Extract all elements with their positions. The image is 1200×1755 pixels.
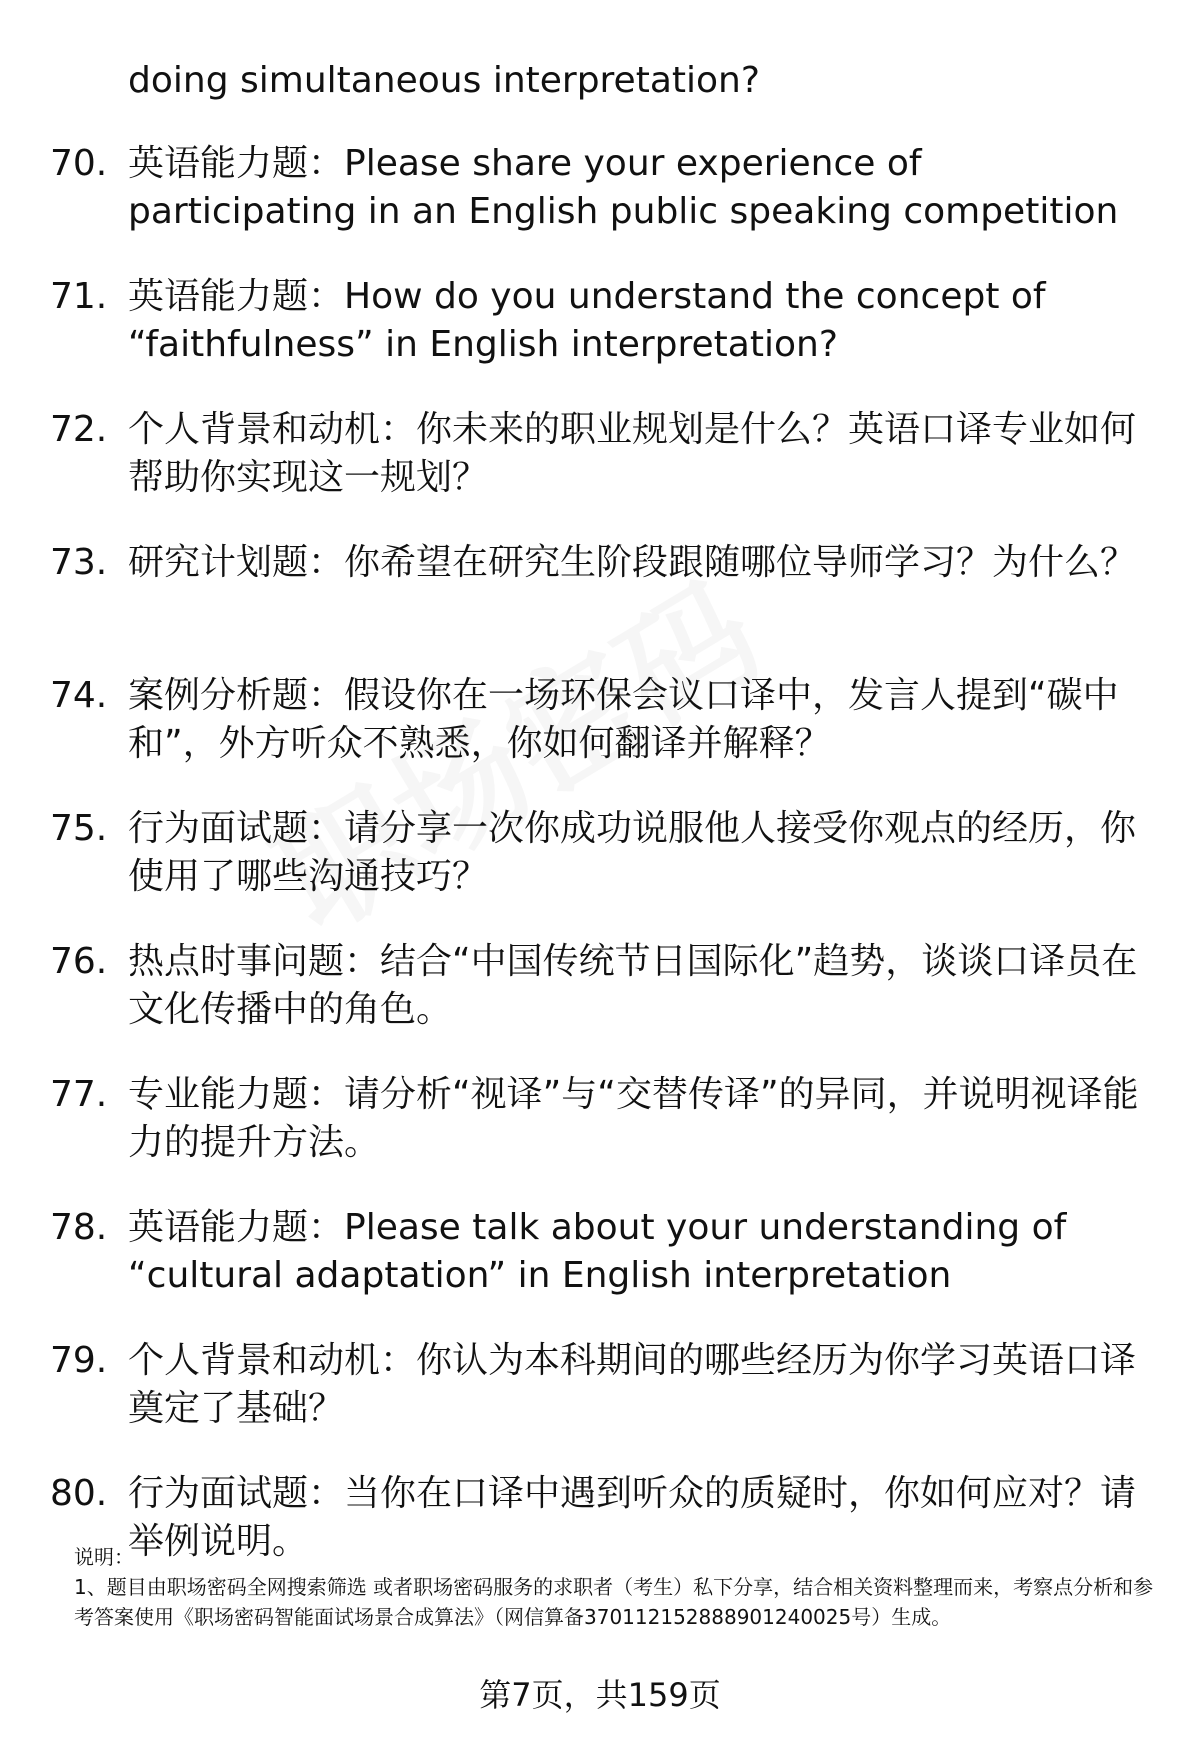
question-item-74 <box>50 672 1160 770</box>
question-item-79 <box>50 1337 1160 1435</box>
page-number-footer: 第7页，共159页 <box>479 1676 721 1714</box>
question-number: 80. <box>50 1473 108 1514</box>
question-item-77 <box>50 1071 1160 1169</box>
question-text: 个人背景和动机：你认为本科期间的哪些经历为你学习英语口译奠定了基础？ <box>128 1340 1137 1429</box>
question-item-73 <box>50 539 1160 637</box>
question-number: 76. <box>50 941 108 982</box>
question-text: 英语能力题：How do you understand the concept of “faithfulness” in English interpretation? <box>128 276 1046 365</box>
question-number: 75. <box>50 808 108 849</box>
question-number: 79. <box>50 1340 108 1381</box>
question-text: 英语能力题：Please share your experience of participating in an English public speaking competition <box>128 143 1119 232</box>
question-text: 研究计划题：你希望在研究生阶段跟随哪位导师学习？为什么？ <box>128 542 1137 583</box>
question-number: 71. <box>50 276 108 317</box>
question-number: 77. <box>50 1074 108 1115</box>
question-text: 案例分析题：假设你在一场环保会议口译中，发言人提到“碳中和”，外方听众不熟悉，你如何翻译并解释？ <box>128 675 1119 764</box>
question-item-71 <box>50 273 1160 371</box>
question-text: 个人背景和动机：你未来的职业规划是什么？英语口译专业如何帮助你实现这一规划？ <box>128 409 1137 498</box>
notes-section <box>74 1542 1154 1632</box>
notes-body: 1、题目由职场密码全网搜索筛选 或者职场密码服务的求职者（考生）私下分享，结合相关资料整理而来，考察点分析和参考答案使用《职场密码智能面试场景合成算法》（网信算备370112152888901240025号）生成。 <box>74 1575 1154 1629</box>
notes-heading: 说明： <box>74 1545 134 1569</box>
question-item-75 <box>50 805 1160 903</box>
question-item-70 <box>50 140 1160 238</box>
question-text: 专业能力题：请分析“视译”与“交替传译”的异同，并说明视译能力的提升方法。 <box>128 1074 1139 1163</box>
continued-question-text: doing simultaneous interpretation? <box>128 60 760 101</box>
question-number: 72. <box>50 409 108 450</box>
question-list <box>50 140 1160 1603</box>
question-number: 70. <box>50 143 108 184</box>
question-number: 78. <box>50 1207 108 1248</box>
question-item-72 <box>50 406 1160 504</box>
question-text: 行为面试题：当你在口译中遇到听众的质疑时，你如何应对？请举例说明。 <box>128 1473 1137 1562</box>
question-text: 行为面试题：请分享一次你成功说服他人接受你观点的经历，你使用了哪些沟通技巧？ <box>128 808 1137 897</box>
question-number: 74. <box>50 675 108 716</box>
question-text: 英语能力题：Please talk about your understanding of “cultural adaptation” in English interpretation <box>128 1207 1067 1296</box>
question-number: 73. <box>50 542 108 583</box>
question-item-78 <box>50 1204 1160 1302</box>
question-text: 热点时事问题：结合“中国传统节日国际化”趋势，谈谈口译员在文化传播中的角色。 <box>128 941 1138 1030</box>
question-item-76 <box>50 938 1160 1036</box>
